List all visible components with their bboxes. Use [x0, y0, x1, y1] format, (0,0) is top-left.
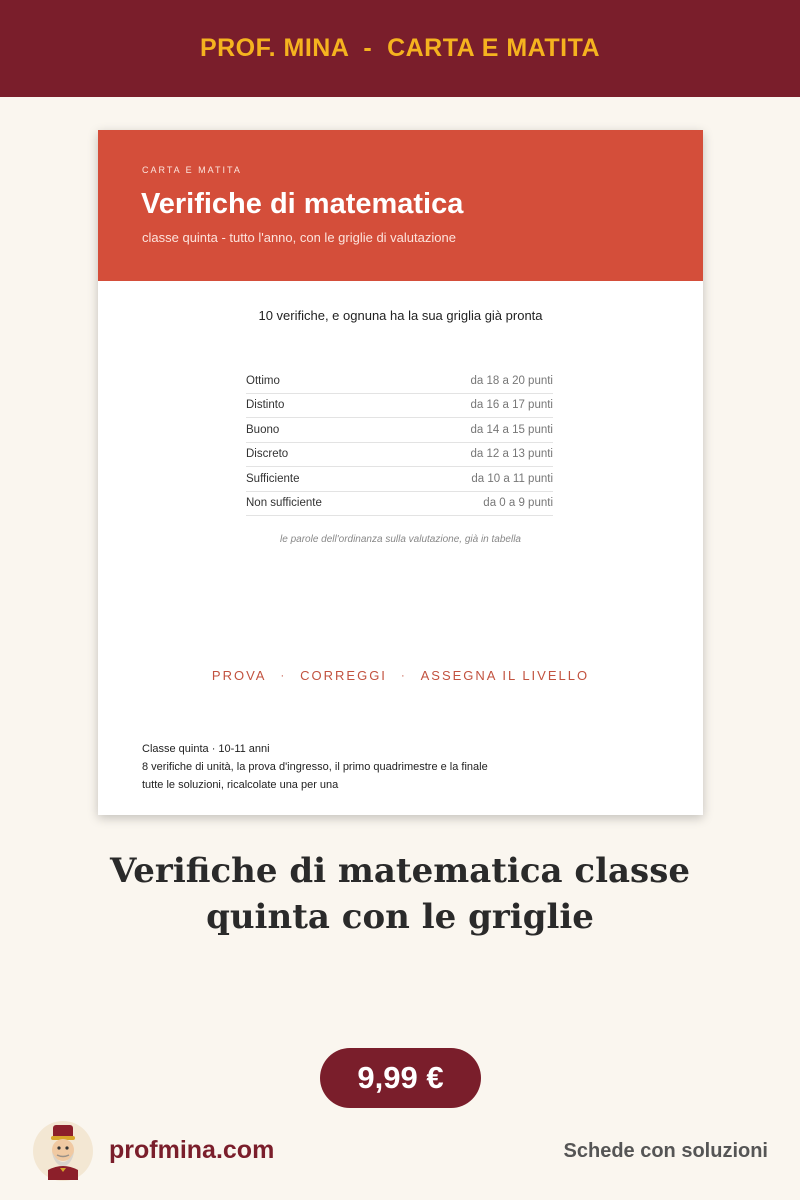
cover-header [98, 130, 703, 281]
grade-range: da 18 a 20 punti [470, 374, 553, 387]
grade-range: da 14 a 15 punti [470, 423, 553, 436]
grade-row [246, 492, 553, 517]
step-separator: · [400, 669, 407, 682]
site-link[interactable]: profmina.com [109, 1136, 275, 1164]
info-line: tutte le soluzioni, ricalcolate una per una [142, 779, 339, 791]
grade-label: Non sufficiente [246, 497, 322, 510]
step-label: ASSEGNA IL LIVELLO [420, 668, 590, 683]
grade-label: Sufficiente [246, 472, 300, 485]
top-banner [0, 0, 800, 97]
professor-mascot-icon [32, 1120, 94, 1182]
footer-tagline: Schede con soluzioni [563, 1140, 768, 1162]
grade-row [246, 394, 553, 419]
grade-row [246, 418, 553, 443]
step-separator: · [280, 669, 287, 682]
grade-label: Distinto [246, 399, 285, 412]
step-label: PROVA [211, 668, 267, 683]
cover-subtitle: classe quinta - tutto l'anno, con le griglie di valutazione [142, 230, 456, 245]
info-line: 8 verifiche di unità, la prova d'ingresso, il primo quadrimestre e la finale [142, 761, 488, 773]
grade-row [246, 443, 553, 468]
grade-table [246, 369, 553, 516]
cover-info [142, 740, 488, 794]
grade-label: Discreto [246, 448, 289, 461]
grade-row [246, 467, 553, 492]
steps-row [98, 668, 703, 683]
grade-note: le parole dell'ordinanza sulla valutazione, già in tabella [280, 534, 521, 545]
info-line: Classe quinta · 10-11 anni [142, 743, 270, 755]
grade-range: da 0 a 9 punti [483, 497, 553, 510]
grade-label: Ottimo [246, 374, 280, 387]
cover-kicker: CARTA E MATITA [142, 165, 242, 175]
banner-title: PROF. MINA - CARTA E MATITA [199, 34, 601, 62]
grade-range: da 12 a 13 punti [470, 448, 553, 461]
cover-title: Verifiche di matematica [141, 188, 464, 220]
step-label: CORREGGI [300, 668, 387, 683]
grade-range: da 16 a 17 punti [470, 399, 553, 412]
cover-lead: 10 verifiche, e ognuna ha la sua griglia già pronta [258, 308, 543, 323]
grade-label: Buono [246, 423, 280, 436]
grade-range: da 10 a 11 punti [471, 472, 553, 485]
grade-row [246, 369, 553, 394]
product-cover [98, 130, 703, 815]
price-badge[interactable]: 9,99 € [320, 1048, 481, 1108]
product-headline: Verifiche di matematica classe quinta con le griglie [110, 851, 690, 937]
